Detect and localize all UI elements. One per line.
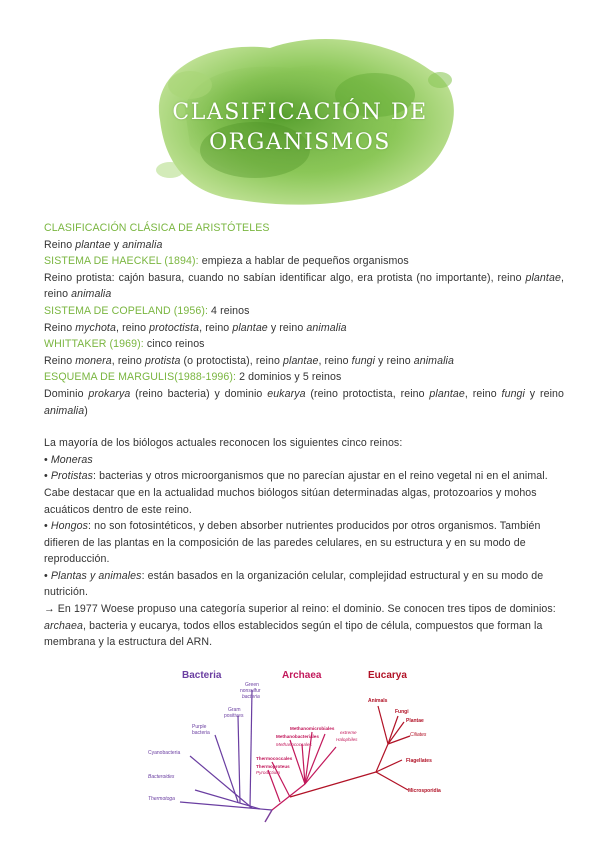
label-extreme: extreme <box>340 730 357 735</box>
text-run: (o protoctista), reino <box>180 354 283 367</box>
text-run: plantae <box>429 387 465 400</box>
title-line-2: ORGANISMOS <box>209 130 391 155</box>
text-run: plantae <box>232 321 268 334</box>
text-run: Reino <box>44 321 76 334</box>
label-halophiles: Halophiles <box>336 737 358 742</box>
heading-run: SISTEMA DE HAECKEL (1894): <box>44 255 199 268</box>
text-run: Reino <box>44 238 76 251</box>
text-run: , reino <box>111 354 145 367</box>
kingdoms-intro: La mayoría de los biólogos actuales reconocen los siguientes cinco reinos: <box>44 437 403 450</box>
text-run: plantae <box>75 238 111 251</box>
label-methanomicrobiales: Methanomicrobiales <box>290 726 335 731</box>
domain-label-eucarya: Eucarya <box>368 670 407 681</box>
text-run: animalia <box>71 288 112 301</box>
eucarya-labels <box>368 698 441 794</box>
text-run: y reino <box>525 387 565 400</box>
label-nonsulfur: nonsulfur <box>240 688 261 694</box>
section-text-whittaker <box>44 353 564 370</box>
text-run: monera <box>75 354 112 367</box>
root-branch <box>265 810 272 822</box>
text-run: animalia <box>306 321 347 334</box>
text-run: Reino <box>44 354 76 367</box>
section-text-copeland <box>44 320 564 337</box>
text-run: Moneras <box>50 453 93 466</box>
text-run: Reino protista: cajón basura, cuando no sabían identificar algo, era protista (no importante), reino <box>44 271 526 284</box>
text-run: Protistas <box>50 470 93 483</box>
bullet-marker: • <box>44 520 48 533</box>
label-flagellates: Flagellates <box>406 758 432 764</box>
text-run: , bacteria y eucarya, todos ellos establecidos según el tipo de célula, compuestos que forman la membrana y la estructura del ARN. <box>44 619 543 649</box>
label-cyanobacteria: Cyanobacteria <box>148 750 181 756</box>
text-run: → En 1977 Woese propuso una categoría superior al reino: el dominio. Se conocen tres tipos de dominios: <box>44 603 556 616</box>
bullet-marker: • <box>44 453 48 466</box>
label-fungi: Fungi <box>395 709 409 715</box>
text-run: cinco reinos <box>143 338 205 351</box>
label-gram: Gram <box>228 707 241 713</box>
text-run: (reino bacteria) y dominio <box>130 387 268 400</box>
text-run: empieza a hablar de pequeños organismos <box>198 255 409 268</box>
label-plantae: Plantae <box>406 718 424 724</box>
text-run: 4 reinos <box>208 304 250 317</box>
heading-run: ESQUEMA DE MARGULIS(1988-1996): <box>44 371 237 384</box>
text-run: plantae <box>283 354 319 367</box>
label-thermoproteus: Thermoproteus <box>256 764 290 769</box>
section-text-haeckel <box>44 270 564 303</box>
label-animals: Animals <box>368 698 388 704</box>
text-run: animalia <box>122 238 163 251</box>
phylogenetic-tree <box>140 662 460 827</box>
text-run: protista <box>144 354 181 367</box>
spacer <box>44 419 564 435</box>
bullet-plantas <box>44 568 564 601</box>
section-heading-copeland <box>44 303 564 320</box>
text-run: prokarya <box>88 387 131 400</box>
label-microsporidia: Microsporidia <box>408 788 441 794</box>
text-run: Hongos <box>50 520 88 533</box>
bullet-hongos <box>44 518 564 568</box>
bacteria-labels <box>148 682 261 802</box>
label-purple-bacteria: bacteria <box>192 730 210 736</box>
label-pyrodictium: Pyrodictium <box>256 770 280 775</box>
text-run: : están basados en la organización celular, complejidad estructural y en su modo de nutrición. <box>44 569 544 599</box>
label-ciliates: Ciliates <box>410 732 427 738</box>
section-heading-aristoteles: CLASIFICACIÓN CLÁSICA DE ARISTÓTELES <box>44 222 270 234</box>
text-run: (reino protoctista, reino <box>305 387 430 400</box>
text-run: archaea <box>44 619 83 632</box>
label-bacteroides: Bacteroides <box>148 774 175 780</box>
label-purple: Purple <box>192 724 207 730</box>
document-body <box>44 220 564 651</box>
text-run: Dominio <box>44 387 89 400</box>
text-run: fungi <box>501 387 526 400</box>
text-run: , reino <box>44 271 564 301</box>
text-run: plantae <box>525 271 561 284</box>
label-green: Green <box>245 682 259 688</box>
text-run: animalia <box>413 354 454 367</box>
text-run: animalia <box>44 404 85 417</box>
label-thermotoga: Thermotoga <box>148 796 175 802</box>
woese-paragraph <box>44 601 564 651</box>
eucarya-branches <box>290 706 410 797</box>
domain-label-bacteria: Bacteria <box>182 670 222 681</box>
section-heading-margulis <box>44 369 564 386</box>
bacteria-branches <box>180 690 272 810</box>
text-run: ) <box>84 404 88 417</box>
text-run: , reino <box>199 321 233 334</box>
heading-run: WHITTAKER (1969): <box>44 338 144 351</box>
label-positives: positives <box>224 713 244 719</box>
text-run: : bacterias y otros microorganismos que no parecían ajustar en el reino vegetal ni en el animal. Cabe destacar que en la actualidad muchos biólogos sitúan determinadas algas, protozoarios y mohos acuáticos dentro de este reino. <box>44 470 548 516</box>
text-run: , reino <box>115 321 150 334</box>
bullet-moneras <box>44 452 564 469</box>
domain-label-archaea: Archaea <box>282 670 322 681</box>
label-methanococcales: Methanococcales <box>276 742 312 747</box>
text-run: : no son fotosintéticos, y deben absorber nutrientes producidos por otros organismos. También difieren de las plantas en la composición de las paredes celulares, en su estructura y en su modo de reproducción. <box>44 520 541 566</box>
text-run: , reino <box>464 387 502 400</box>
heading-run: SISTEMA DE COPELAND (1956): <box>44 304 209 317</box>
text-run: fungi <box>351 354 376 367</box>
text-run: eukarya <box>267 387 306 400</box>
text-run: y reino <box>375 354 414 367</box>
section-heading-haeckel <box>44 253 564 270</box>
title-line-1: CLASIFICACIÓN DE <box>172 100 428 125</box>
header-banner <box>0 0 600 215</box>
section-heading-whittaker <box>44 336 564 353</box>
text-run: mychota <box>75 321 116 334</box>
bullet-marker: • <box>44 470 48 483</box>
label-thermococcales: Thermococcales <box>256 756 293 761</box>
bullet-protistas <box>44 468 564 518</box>
page-title <box>150 98 450 158</box>
text-run: , reino <box>318 354 352 367</box>
label-nonsulfur-bacteria: bacteria <box>242 694 260 700</box>
text-run: y <box>110 238 123 251</box>
bullet-marker: • <box>44 569 48 582</box>
section-text-margulis <box>44 386 564 419</box>
section-text-aristoteles <box>44 237 564 254</box>
text-run: y reino <box>267 321 307 334</box>
label-methanobacteriales: Methanobacteriales <box>276 734 319 739</box>
text-run: 2 dominios y 5 reinos <box>236 371 342 384</box>
text-run: protoctista <box>149 321 200 334</box>
text-run: Plantas y animales <box>50 569 142 582</box>
